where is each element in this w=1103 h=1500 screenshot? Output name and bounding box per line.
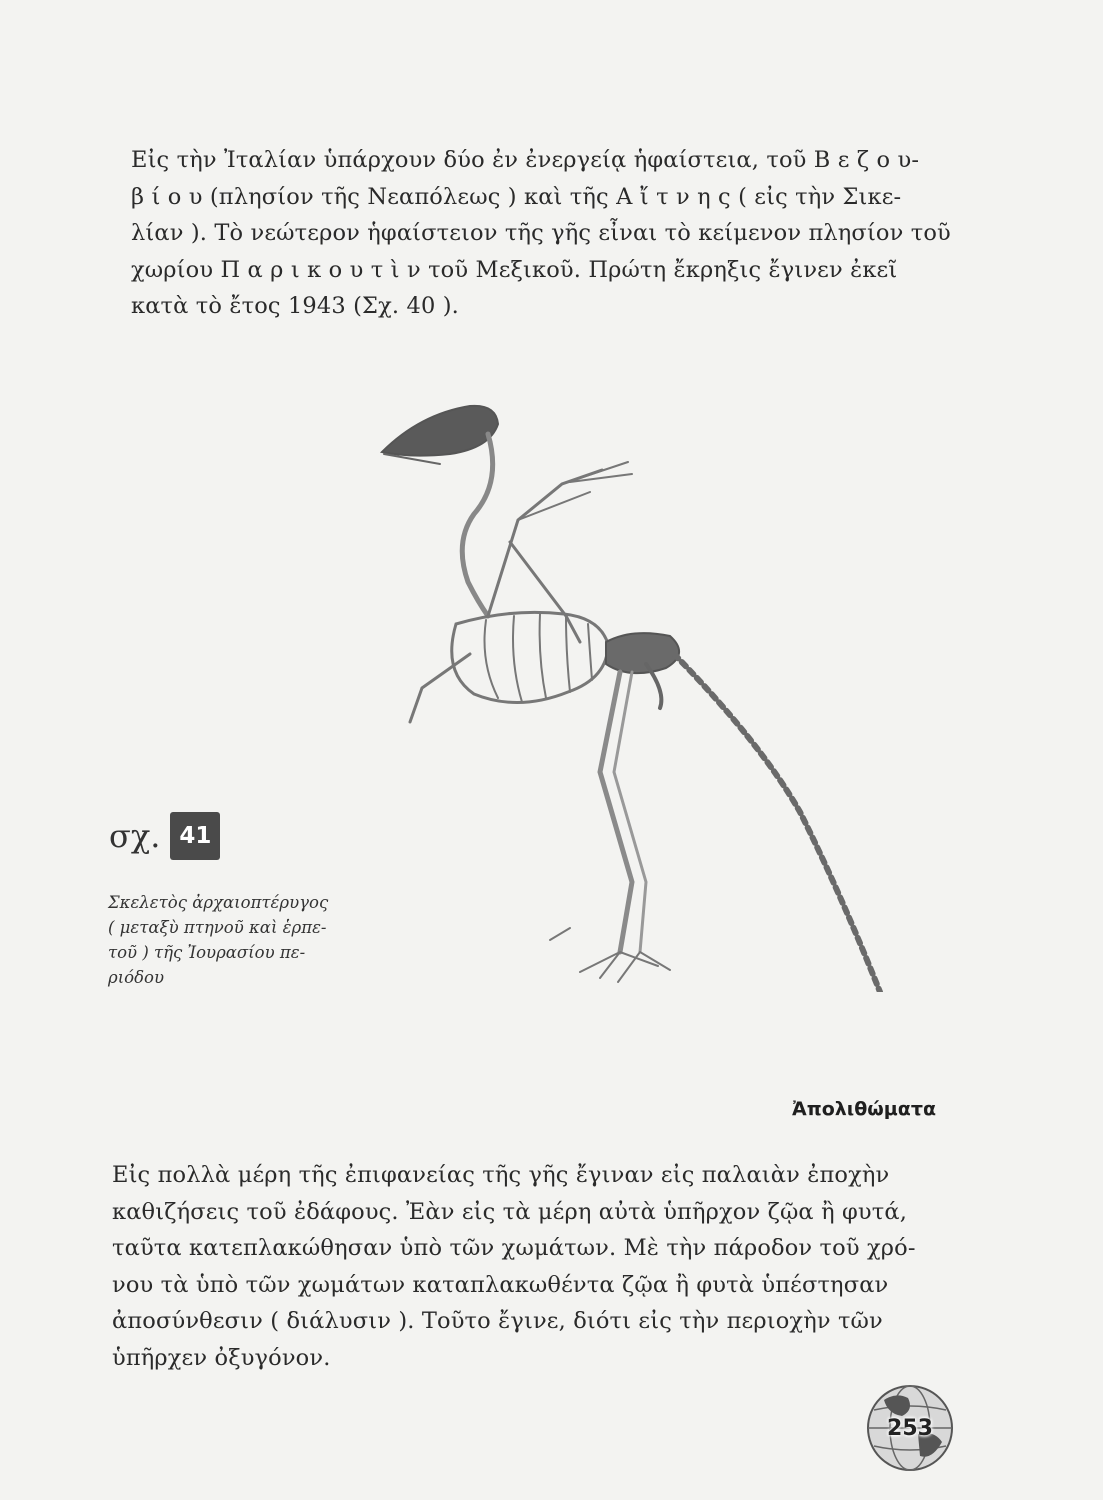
fossils-paragraph <box>112 1157 946 1376</box>
figure-label <box>109 812 220 860</box>
figure-caption <box>108 890 393 990</box>
page-number-text: 253 <box>887 1415 933 1441</box>
text-line: χωρίου Π α ρ ι κ ο υ τ ὶ ν τοῦ Μεξικοῦ. Πρώτη ἔκρηξις ἔγινεν ἐκεῖ <box>131 256 898 283</box>
text-line: ἀποσύνθεσιν ( διάλυσιν ). Τοῦτο ἔγινε, διότι εἰς τὴν περιοχὴν τῶν <box>112 1308 883 1334</box>
intro-paragraph <box>131 142 951 325</box>
text-line: κατὰ τὸ ἔτος 1943 (Σχ. 40 ). <box>131 293 459 319</box>
section-heading: Ἀπολιθώματα <box>792 1098 936 1120</box>
text-line: Εἰς τὴν Ἰταλίαν ὑπάρχουν δύο ἐν ἐνεργείᾳ ἡφαίστεια, τοῦ Β ε ζ ο υ- <box>131 147 920 173</box>
text-line: ὑπῆρχεν ὀξυγόνον. <box>112 1344 331 1371</box>
figure-abbrev: σχ. <box>109 817 161 855</box>
figure-number-badge: 41 <box>170 812 220 860</box>
text-line: νου τὰ ὑπὸ τῶν χωμάτων καταπλακωθέντα ζῷα ἢ φυτὰ ὑπέστησαν <box>112 1271 889 1298</box>
archaeopteryx-skeleton-image <box>370 392 930 992</box>
text-line: Εἰς πολλὰ μέρη τῆς ἐπιφανείας τῆς γῆς ἔγιναν εἰς παλαιὰν ἐποχὴν <box>112 1162 890 1188</box>
caption-line: Σκελετὸς ἀρχαιοπτέρυγος <box>108 893 329 912</box>
caption-line: ριόδου <box>108 968 165 987</box>
text-line: ταῦτα κατεπλακώθησαν ὑπὸ τῶν χωμάτων. Μὲ τὴν πάροδον τοῦ χρό- <box>112 1235 916 1261</box>
text-line: λίαν ). Τὸ νεώτερον ἡφαίστειον τῆς γῆς εἶναι τὸ κείμενον πλησίον τοῦ <box>131 220 951 246</box>
caption-line: τοῦ ) τῆς Ἰουρασίου πε- <box>108 943 306 962</box>
page-number <box>862 1380 958 1476</box>
text-line: β ί ο υ (πλησίον τῆς Νεαπόλεως ) καὶ τῆς Α ἴ τ ν η ς ( εἰς τὴν Σικε- <box>131 183 902 210</box>
caption-line: ( μεταξὺ πτηνοῦ καὶ ἑρπε- <box>108 918 327 937</box>
text-line: καθιζήσεις τοῦ ἐδάφους. Ἐὰν εἰς τὰ μέρη αὐτὰ ὑπῆρχον ζῷα ἢ φυτά, <box>112 1198 907 1225</box>
